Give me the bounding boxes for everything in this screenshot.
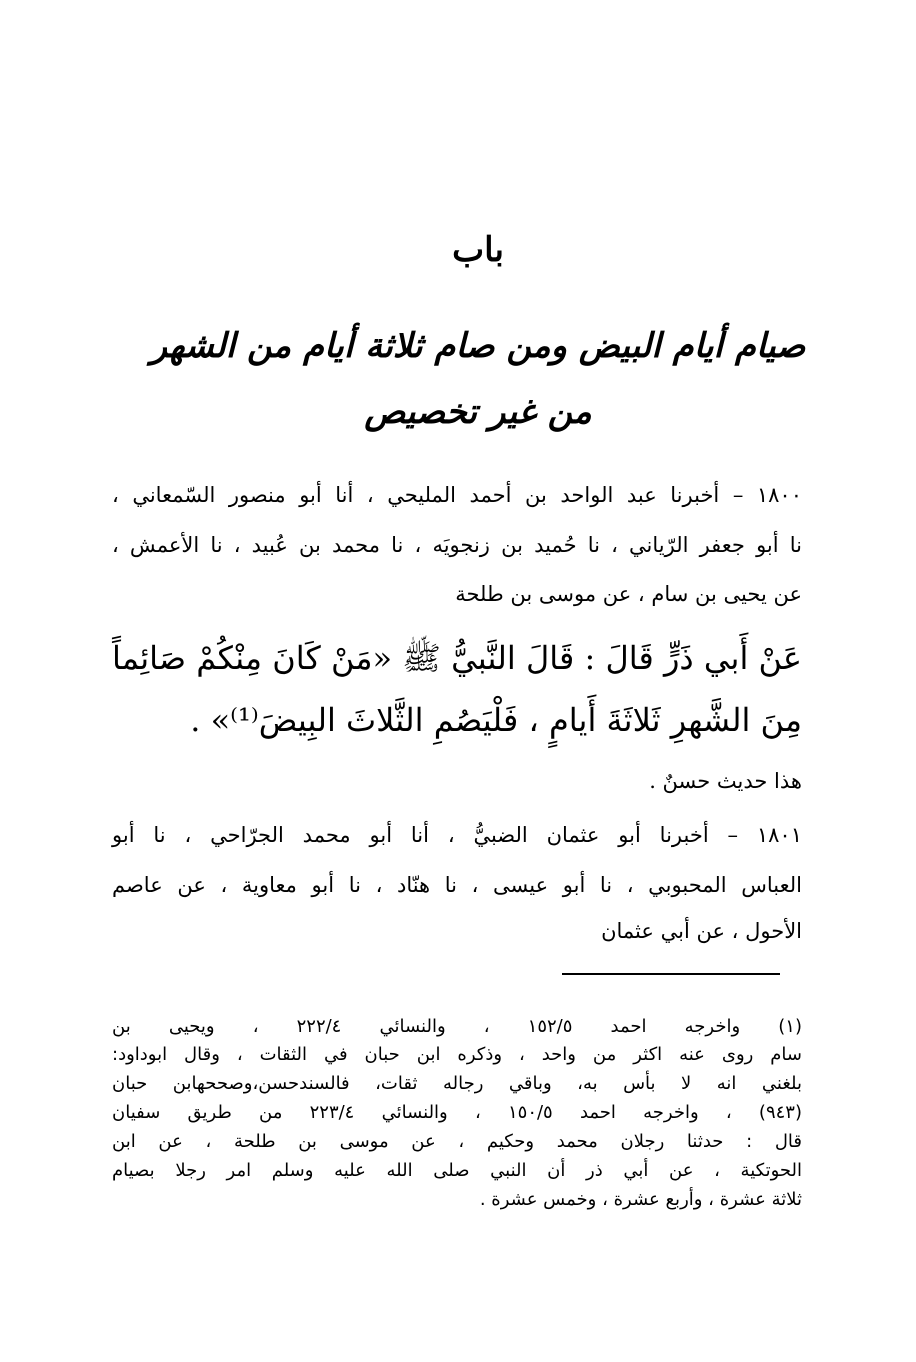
footnote-separator bbox=[562, 973, 780, 975]
isnad-1801-line-2: العباس المحبوبي ، نا أبو عيسى ، نا هنّاد ، نا أبو معاوية ، عن عاصم bbox=[112, 873, 802, 897]
footnote-line-6: الحوتكية ، عن أبي ذر أن النبي صلى الله عليه وسلم امر رجلا بصيام bbox=[112, 1160, 802, 1181]
isnad-1801-line-1: ١٨٠١ – أخبرنا أبو عثمان الضبيُّ ، أنا أبو محمد الجرّاحي ، نا أبو bbox=[112, 823, 802, 847]
footnote-line-3: بلغني انه لا بأس به، وباقي رجاله ثقات، فالسندحسن،وصححهابن حبان bbox=[112, 1073, 802, 1094]
hadith-1800-line-1: عَنْ أَبي ذَرٍّ قَالَ : قَالَ النَّبيُّ ﷺ «مَنْ كَانَ مِنْكُمْ صَائِماً bbox=[112, 639, 802, 677]
isnad-1800-line-1: ١٨٠٠ – أخبرنا عبد الواحد بن أحمد المليحي ، أنا أبو منصور السّمعاني ، bbox=[112, 483, 802, 507]
isnad-1801-line-3: الأحول ، عن أبي عثمان bbox=[601, 919, 802, 943]
isnad-1800-line-2: نا أبو جعفر الرّياني ، نا حُميد بن زنجويَه ، نا محمد بن عُبيد ، نا الأعمش ، bbox=[112, 533, 802, 557]
footnote-line-4: (٩٤٣) ، واخرجه احمد ١٥٠/٥ ، والنسائي ٢٢٣/٤ من طريق سفيان bbox=[112, 1102, 802, 1123]
footnote-line-5: قال : حدثنا رجلان محمد وحكيم ، عن موسى بن طلحة ، عن ابن bbox=[112, 1131, 802, 1152]
footnote-line-2: سام روى عنه اكثر من واحد ، وذكره ابن حبان في الثقات ، وقال ابوداود: bbox=[112, 1044, 802, 1065]
section-title-line-2: من غير تخصيص bbox=[364, 392, 592, 432]
footnote-line-7: ثلاثة عشرة ، وأربع عشرة ، وخمس عشرة . bbox=[479, 1189, 802, 1210]
isnad-1800-line-3: عن يحيى بن سام ، عن موسى بن طلحة bbox=[455, 582, 802, 606]
section-title-line-1: صيام أيام البيض ومن صام ثلاثة أيام من الشهر bbox=[150, 326, 806, 366]
hadith-1800-line-2: مِنَ الشَّهرِ ثَلاثَةَ أَيامٍ ، فَلْيَصُمِ الثَّلاثَ البِيضَ⁽¹⁾» . bbox=[190, 701, 802, 739]
chapter-heading: باب bbox=[452, 230, 504, 270]
footnote-line-1: (١) واخرجه احمد ١٥٢/٥ ، والنسائي ٢٢٢/٤ ، ويحيى بن bbox=[112, 1016, 802, 1037]
hadith-grading: هذا حديث حسنٌ . bbox=[649, 769, 802, 793]
